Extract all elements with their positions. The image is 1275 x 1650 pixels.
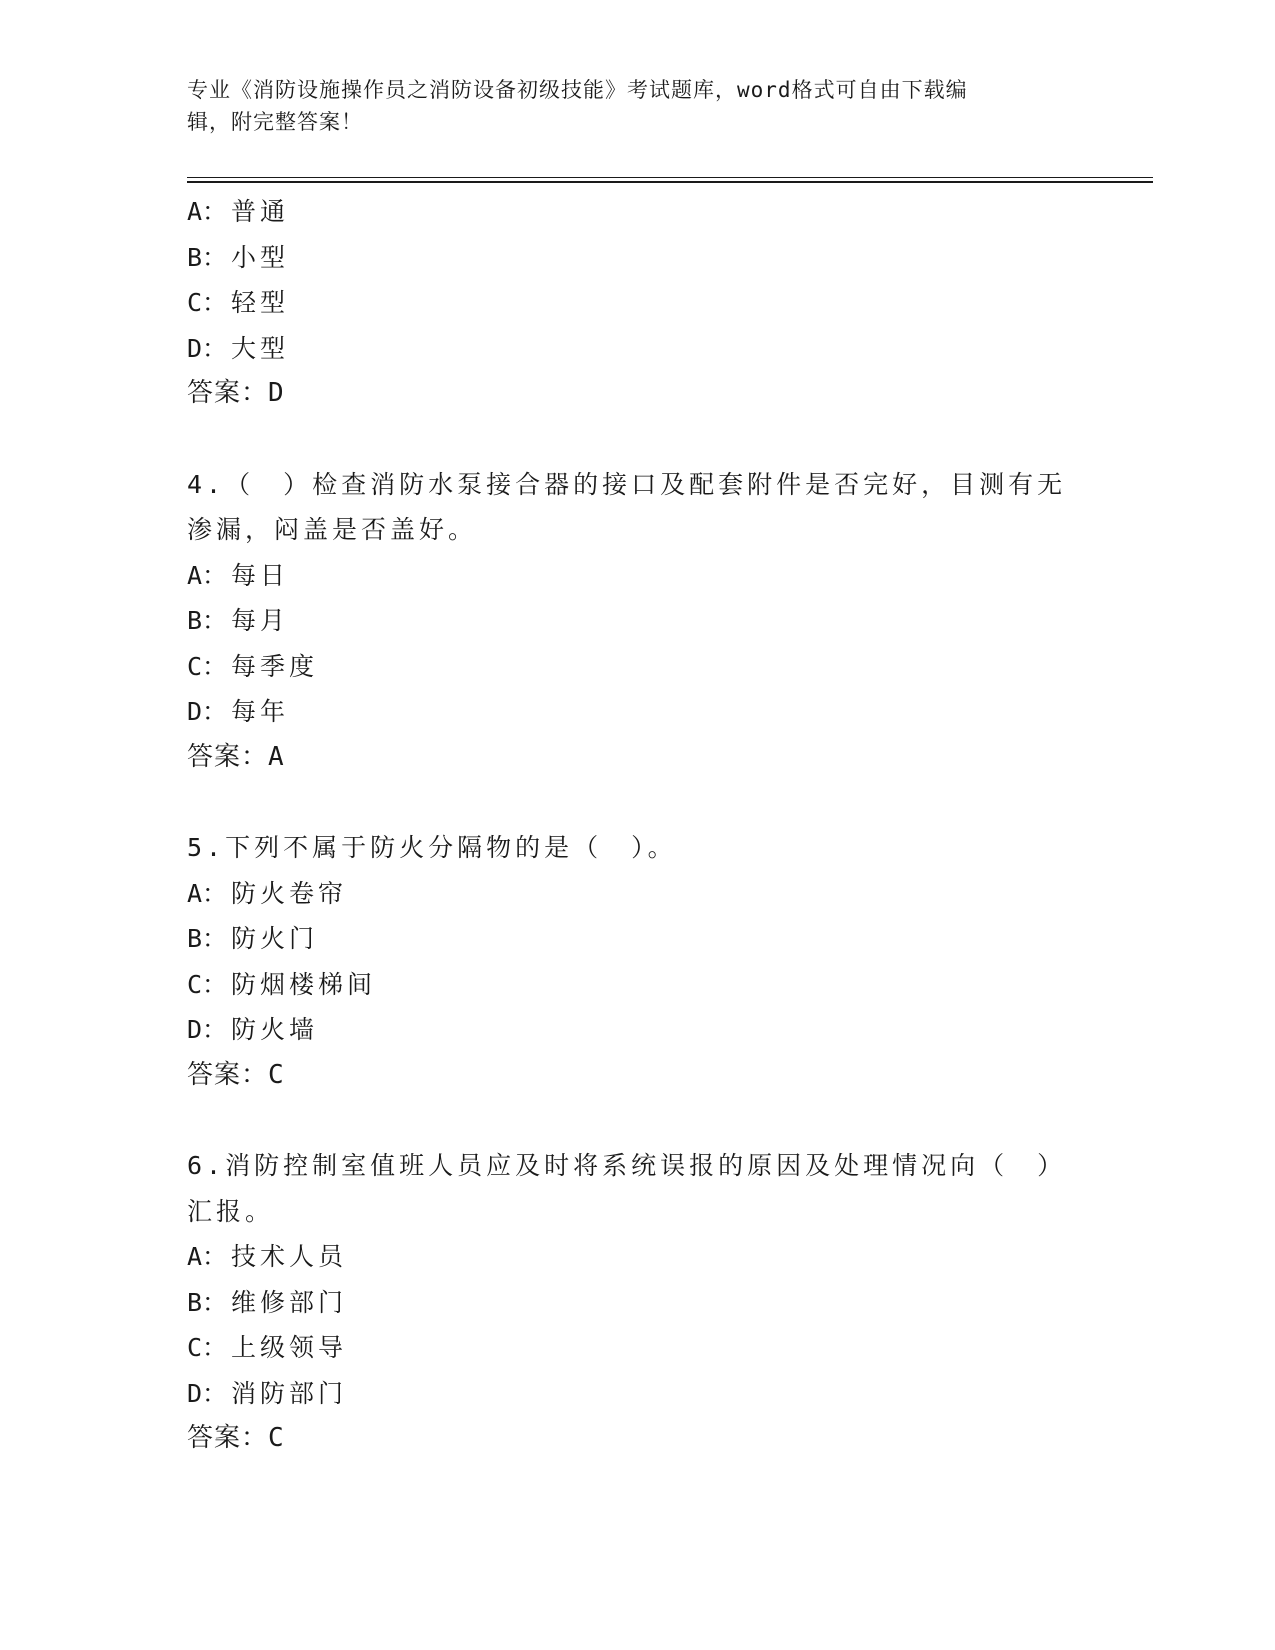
option-text: 防火卷帘	[231, 878, 348, 908]
option-d	[187, 1371, 1067, 1417]
option-d	[187, 1007, 1067, 1053]
option-text: 小型	[231, 242, 290, 272]
option-c	[187, 644, 1067, 690]
option-letter: C：	[187, 1333, 228, 1362]
answer-line: 答案：C	[187, 1423, 285, 1453]
option-text: 上级领导	[231, 1333, 348, 1362]
option-a	[187, 189, 1067, 235]
option-text: 防烟楼梯间	[231, 969, 377, 999]
option-text: 消防部门	[231, 1378, 348, 1408]
option-letter: A：	[187, 1242, 228, 1271]
question-4	[187, 462, 1067, 781]
header-line-1: 专业《消防设施操作员之消防设备初级技能》考试题库，word格式可自由下载编	[187, 78, 968, 102]
option-letter: C：	[187, 288, 228, 317]
spacer	[187, 417, 1067, 462]
option-letter: B：	[187, 242, 228, 272]
option-letter: D：	[187, 697, 228, 726]
spacer	[187, 780, 1067, 825]
option-text: 每月	[231, 606, 290, 635]
option-text: 技术人员	[231, 1242, 348, 1271]
option-b	[187, 598, 1067, 644]
option-d	[187, 326, 1067, 372]
option-text: 普通	[231, 197, 290, 226]
question-stem-line-1: 6.消防控制室值班人员应及时将系统误报的原因及处理情况向（ ）	[187, 1151, 1067, 1180]
question-list	[187, 189, 1067, 1462]
question-stem-line-1: 5.下列不属于防火分隔物的是（ ）。	[187, 833, 677, 862]
option-letter: A：	[187, 197, 228, 226]
option-letter: A：	[187, 878, 228, 908]
question-stem-line-1: 4.（ ）检查消防水泵接合器的接口及配套附件是否完好，目测有无	[187, 469, 1067, 499]
answer-line: 答案：C	[187, 1059, 285, 1090]
option-c	[187, 1325, 1067, 1371]
page-header	[187, 74, 1067, 138]
header-rule-thin	[187, 177, 1153, 178]
option-b	[187, 1280, 1067, 1326]
answer-line: 答案：A	[187, 741, 285, 772]
option-letter: B：	[187, 606, 228, 635]
option-b	[187, 916, 1067, 962]
option-letter: D：	[187, 1378, 228, 1408]
option-text: 每日	[231, 560, 290, 590]
option-a	[187, 871, 1067, 917]
option-b	[187, 235, 1067, 281]
option-letter: C：	[187, 651, 228, 681]
option-letter: D：	[187, 1015, 228, 1044]
question-5	[187, 825, 1067, 1098]
option-letter: C：	[187, 969, 228, 999]
option-letter: B：	[187, 1287, 228, 1317]
option-text: 防火墙	[231, 1015, 319, 1044]
question-stem-line-2: 汇报。	[187, 1196, 275, 1226]
spacer	[187, 1098, 1067, 1143]
option-text: 防火门	[231, 924, 319, 953]
option-a	[187, 1234, 1067, 1280]
option-letter: B：	[187, 924, 228, 953]
option-text: 轻型	[231, 288, 290, 317]
option-c	[187, 962, 1067, 1008]
partial-question	[187, 189, 1067, 417]
question-6	[187, 1143, 1067, 1462]
answer-line: 答案：D	[187, 378, 285, 408]
question-stem-line-2: 渗漏，闷盖是否盖好。	[187, 515, 478, 544]
option-c	[187, 280, 1067, 326]
option-text: 维修部门	[231, 1287, 348, 1317]
option-letter: D：	[187, 333, 228, 363]
option-text: 大型	[231, 333, 290, 363]
option-letter: A：	[187, 560, 228, 590]
option-a	[187, 553, 1067, 599]
option-text: 每季度	[231, 651, 319, 681]
option-d	[187, 689, 1067, 735]
option-text: 每年	[231, 697, 290, 726]
header-line-2: 辑，附完整答案！	[187, 110, 363, 134]
header-rule-thick	[187, 181, 1153, 183]
